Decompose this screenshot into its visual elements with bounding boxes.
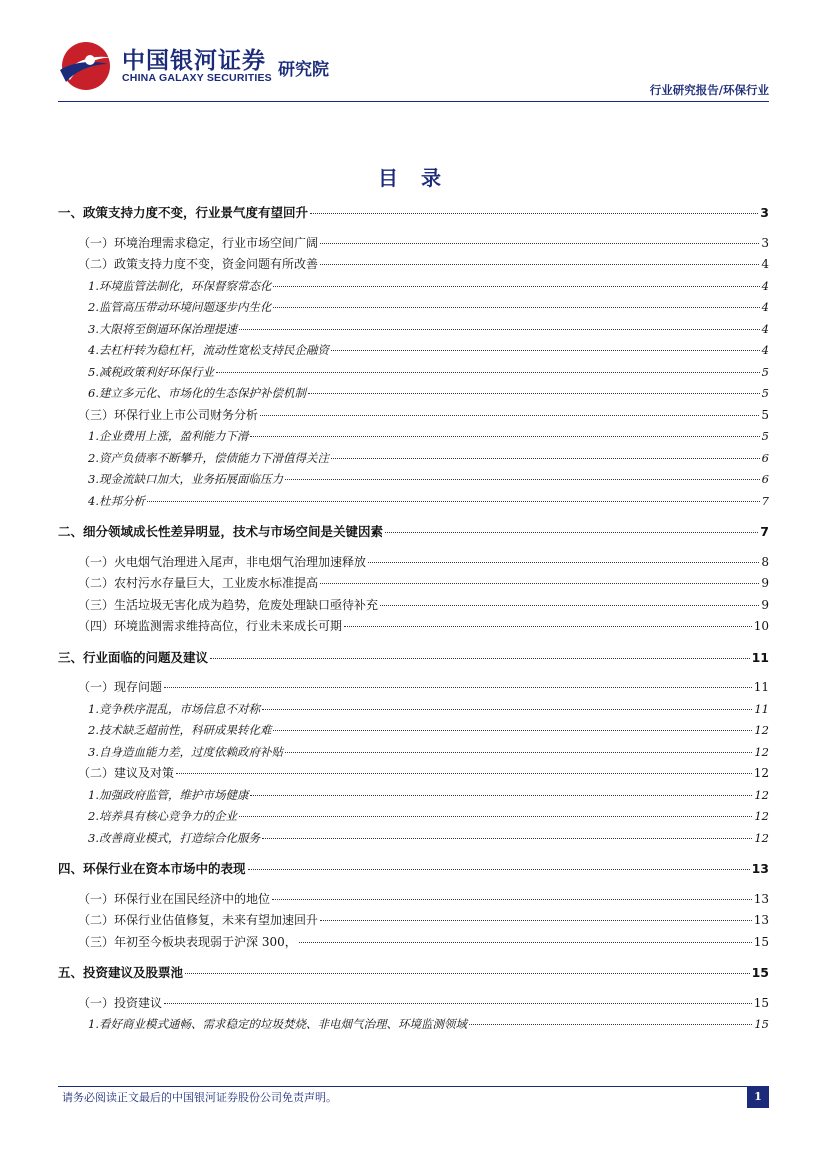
toc-entry-text: 1.环境监管法制化，环保督察常态化 (88, 278, 272, 293)
toc-entry[interactable] (58, 720, 769, 742)
toc-entry-text: （一）投资建议 (78, 995, 163, 1010)
toc-leader-dots (239, 816, 752, 817)
toc-entry-page: 7 (761, 493, 769, 508)
toc-entry-text: （四）环境监测需求维持高位，行业未来成长可期 (78, 619, 343, 633)
toc-entry-page: 11 (753, 680, 769, 694)
toc-entry-text: 4.去杠杆转为稳杠杆，流动性宽松支持民企融资 (88, 343, 329, 357)
toc-entry[interactable] (58, 254, 769, 276)
toc-entry-page: 12 (754, 787, 769, 802)
toc-entry-page: 11 (754, 701, 769, 716)
toc-entry[interactable] (58, 573, 769, 595)
toc-entry-text: 2.监管高压带动环境问题逐步内生化 (88, 300, 272, 314)
toc-entry-page: 9 (761, 597, 769, 612)
toc-leader-dots (262, 709, 752, 710)
toc-entry-page: 15 (754, 1017, 769, 1031)
toc-leader-dots (308, 393, 760, 394)
toc-entry[interactable] (58, 828, 769, 850)
toc-entry-text: 1.企业费用上涨，盈利能力下滑 (88, 429, 249, 443)
toc-entry[interactable] (58, 742, 769, 764)
toc-entry[interactable] (58, 677, 769, 699)
toc-leader-dots (250, 436, 759, 437)
header-divider (58, 101, 769, 102)
toc-entry-page: 15 (753, 934, 769, 949)
toc-entry[interactable] (58, 763, 769, 785)
toc-entry-page: 15 (751, 965, 769, 980)
toc-title: 目 录 (378, 166, 449, 190)
toc-entry[interactable] (58, 806, 769, 828)
toc-entry-text: 四、环保行业在资本市场中的表现 (58, 861, 246, 876)
toc-entry-text: 三、行业面临的问题及建议 (58, 649, 209, 665)
toc-entry[interactable] (58, 448, 769, 470)
toc-entry-page: 4 (761, 278, 769, 293)
toc-leader-dots (164, 687, 752, 688)
toc-entry-text: 二、细分领域成长性差异明显，技术与市场空间是关键因素 (58, 524, 384, 539)
toc-leader-dots (331, 458, 760, 459)
toc-entry-text: （一）环境治理需求稳定，行业市场空间广阔 (78, 235, 319, 250)
toc-entry[interactable] (58, 910, 769, 932)
toc-entry-text: 1.看好商业模式通畅、需求稳定的垃圾焚烧、非电烟气治理、环境监测领域 (88, 1017, 467, 1031)
toc-entry-text: 2.技术缺乏超前性，科研成果转化难 (88, 723, 272, 737)
toc-leader-dots (216, 372, 760, 373)
toc-entry-text: 3.现金流缺口加大，业务拓展面临压力 (88, 472, 283, 486)
toc-entry-text: 五、投资建议及股票池 (58, 965, 184, 980)
toc-entry-page: 7 (760, 524, 769, 539)
toc-entry-text: （三）环保行业上市公司财务分析 (78, 407, 259, 422)
toc-entry-page: 13 (753, 891, 769, 906)
toc-entry[interactable] (58, 647, 769, 669)
toc-leader-dots (185, 973, 750, 974)
toc-entry-page: 12 (753, 766, 769, 780)
toc-entry-page: 8 (761, 554, 769, 569)
toc-entry-page: 4 (761, 257, 769, 271)
toc-entry-text: 6.建立多元化、市场化的生态保护补偿机制 (88, 386, 306, 400)
toc-entry-page: 3 (760, 205, 769, 220)
toc-entry-text: 3.大限将至倒逼环保治理提速 (88, 321, 237, 336)
toc-entry-page: 9 (761, 576, 769, 590)
toc-entry-text: （二）农村污水存量巨大，工业废水标准提高 (78, 576, 319, 590)
toc-entry-page: 11 (751, 649, 769, 665)
toc-leader-dots (285, 752, 752, 753)
toc-entry-page: 4 (761, 321, 769, 336)
toc-entry[interactable] (58, 1014, 769, 1036)
toc-entry-text: （三）年初至今板块表现弱于沪深 300， (78, 934, 297, 949)
table-of-contents (58, 202, 769, 1036)
toc-entry-page: 5 (761, 429, 769, 443)
toc-entry-text: 1.加强政府监管，维护市场健康 (88, 787, 249, 802)
toc-entry-page: 12 (754, 744, 769, 759)
brand-name-en: CHINA GALAXY SECURITIES (122, 72, 272, 84)
toc-entry-page: 6 (761, 472, 769, 486)
toc-entry-text: 4.杜邦分析 (88, 493, 145, 508)
toc-entry-text: （一）现存问题 (78, 680, 163, 694)
toc-leader-dots (469, 1024, 752, 1025)
toc-leader-dots (320, 920, 752, 921)
toc-entry-text: （二）建议及对策 (78, 766, 175, 780)
toc-entry[interactable] (58, 491, 769, 513)
toc-entry[interactable] (58, 521, 769, 543)
toc-entry-text: 3.改善商业模式，打造综合化服务 (88, 830, 260, 845)
toc-entry-text: （二）政策支持力度不变，资金问题有所改善 (78, 257, 319, 271)
toc-entry-text: 一、政策支持力度不变，行业景气度有望回升 (58, 205, 309, 220)
toc-leader-dots (250, 795, 752, 796)
toc-entry[interactable] (58, 319, 769, 341)
report-type-label: 行业研究报告/环保行业 (649, 83, 769, 97)
toc-entry[interactable] (58, 993, 769, 1015)
toc-leader-dots (147, 501, 760, 502)
toc-entry-page: 12 (754, 723, 769, 737)
toc-leader-dots (285, 479, 760, 480)
toc-leader-dots (273, 307, 759, 308)
toc-entry-page: 15 (753, 995, 769, 1010)
toc-entry-text: 2.培养具有核心竞争力的企业 (88, 809, 237, 823)
page-number-badge: 1 (747, 1086, 769, 1108)
toc-entry[interactable] (58, 469, 769, 491)
toc-leader-dots (368, 562, 759, 563)
footer-disclaimer: 请务必阅读正文最后的中国银河证券股份公司免责声明。 (62, 1091, 337, 1104)
toc-entry[interactable] (58, 699, 769, 721)
toc-entry[interactable] (58, 426, 769, 448)
toc-entry-text: （三）生活垃圾无害化成为趋势，危废处理缺口亟待补充 (78, 597, 379, 612)
toc-entry-page: 13 (753, 913, 769, 927)
toc-entry[interactable] (58, 405, 769, 427)
toc-leader-dots (331, 350, 760, 351)
toc-entry-page: 13 (751, 861, 769, 876)
toc-leader-dots (320, 583, 759, 584)
toc-entry-page: 4 (761, 300, 769, 314)
toc-entry-page: 5 (761, 386, 769, 400)
toc-entry[interactable] (58, 362, 769, 384)
toc-entry-text: 1.竞争秩序混乱，市场信息不对称 (88, 701, 260, 716)
toc-entry[interactable] (58, 595, 769, 617)
toc-leader-dots (385, 532, 758, 533)
toc-entry[interactable] (58, 297, 769, 319)
toc-entry[interactable] (58, 552, 769, 574)
toc-entry[interactable] (58, 962, 769, 984)
toc-leader-dots (260, 415, 759, 416)
toc-entry[interactable] (58, 340, 769, 362)
toc-entry-page: 6 (761, 450, 769, 465)
footer-divider (58, 1086, 769, 1087)
toc-entry-page: 4 (761, 343, 769, 357)
toc-entry[interactable] (58, 616, 769, 638)
toc-entry[interactable] (58, 276, 769, 298)
toc-leader-dots (320, 243, 759, 244)
toc-entry[interactable] (58, 889, 769, 911)
toc-leader-dots (176, 773, 752, 774)
toc-leader-dots (299, 942, 752, 943)
toc-entry[interactable] (58, 932, 769, 954)
toc-leader-dots (262, 838, 752, 839)
toc-entry[interactable] (58, 202, 769, 224)
toc-leader-dots (248, 869, 750, 870)
toc-entry-text: （一）火电烟气治理进入尾声，非电烟气治理加速释放 (78, 554, 367, 569)
toc-entry-page: 12 (754, 830, 769, 845)
toc-leader-dots (239, 329, 760, 330)
toc-entry-text: （一）环保行业在国民经济中的地位 (78, 891, 271, 906)
toc-entry-text: （二）环保行业估值修复，未来有望加速回升 (78, 913, 319, 927)
toc-entry-text: 5.减税政策利好环保行业 (88, 364, 214, 379)
toc-entry[interactable] (58, 858, 769, 880)
toc-leader-dots (310, 213, 758, 214)
institute-label: 研究院 (278, 60, 329, 80)
toc-leader-dots (273, 286, 759, 287)
brand-name-cn: 中国银河证券 (122, 48, 266, 74)
toc-entry-page: 12 (754, 809, 769, 823)
toc-entry[interactable] (58, 383, 769, 405)
toc-entry-text: 2.资产负债率不断攀升，偿债能力下滑值得关注 (88, 450, 329, 465)
toc-entry-page: 3 (761, 235, 769, 250)
toc-entry[interactable] (58, 233, 769, 255)
toc-entry[interactable] (58, 785, 769, 807)
toc-entry-page: 5 (761, 364, 769, 379)
toc-entry-page: 10 (753, 619, 769, 633)
toc-leader-dots (380, 605, 759, 606)
toc-leader-dots (164, 1003, 752, 1004)
toc-leader-dots (273, 730, 752, 731)
toc-leader-dots (210, 658, 750, 659)
toc-leader-dots (344, 626, 752, 627)
toc-entry-text: 3.自身造血能力差，过度依赖政府补贴 (88, 744, 283, 759)
toc-leader-dots (272, 899, 752, 900)
toc-leader-dots (320, 264, 759, 265)
toc-entry-page: 5 (761, 407, 769, 422)
galaxy-logo-icon (56, 40, 114, 92)
